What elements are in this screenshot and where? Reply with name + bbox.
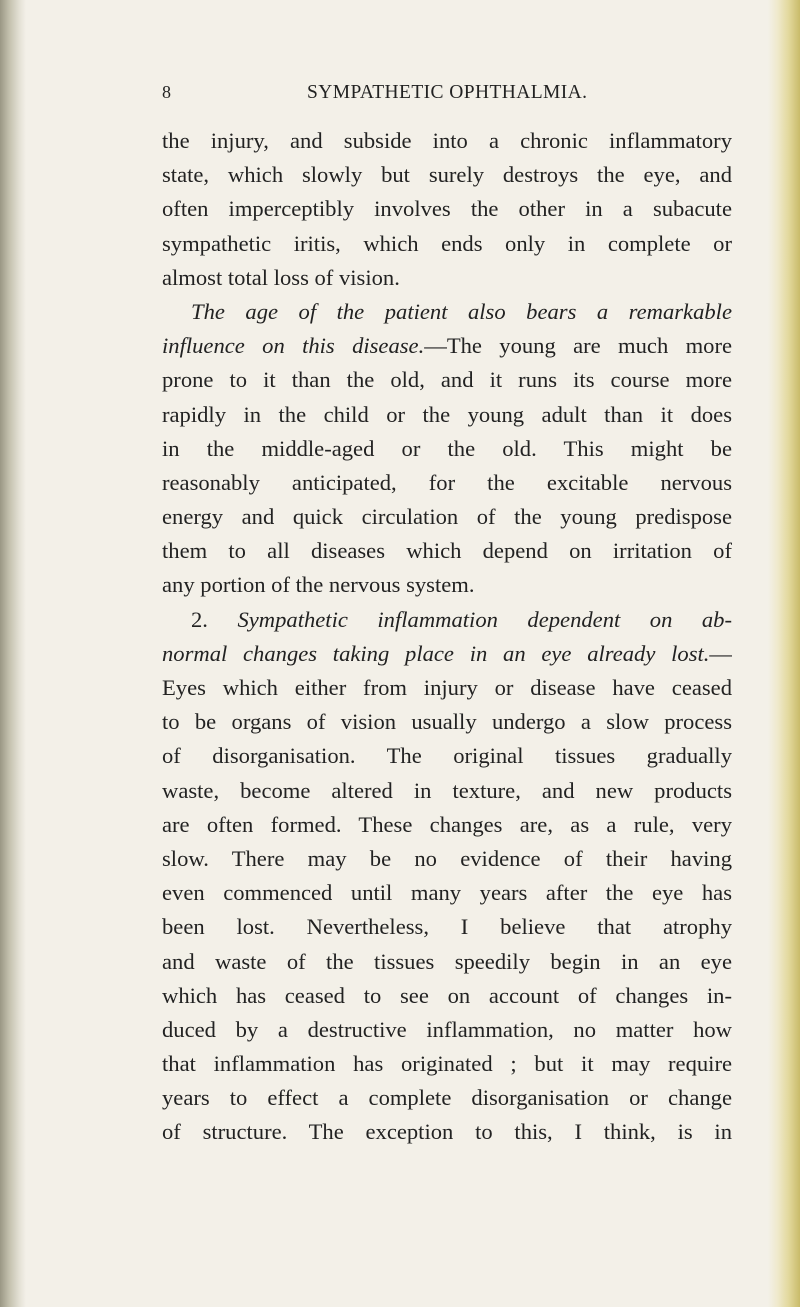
text-line — [162, 363, 732, 397]
body-text — [162, 124, 732, 1150]
text-line — [162, 774, 732, 808]
italic-text: The age of the patient also bears a remarkable — [191, 298, 732, 324]
text-run: waste, become altered in texture, and new products — [162, 777, 732, 803]
text-line — [162, 329, 732, 363]
text-line — [162, 637, 732, 671]
text-run: of structure. The exception to this, I think, is in — [162, 1119, 732, 1145]
text-line — [162, 466, 732, 500]
text-line — [162, 227, 732, 261]
text-line — [162, 534, 732, 568]
running-title: SYMPATHETIC OPHTHALMIA. — [307, 82, 588, 103]
text-line — [162, 1115, 732, 1149]
text-line — [162, 432, 732, 466]
italic-text: normal changes taking place in an eye already lost. — [162, 640, 710, 666]
text-run: Eyes which either from injury or disease have ceased — [162, 675, 732, 700]
text-line — [162, 808, 732, 842]
text-line — [162, 1081, 732, 1115]
text-run: duced by a destructive inflammation, no matter how — [162, 1016, 732, 1042]
text-line — [162, 158, 732, 192]
page-header — [162, 82, 762, 112]
text-run: which has ceased to see on account of changes in- — [162, 982, 732, 1008]
text-run: reasonably anticipated, for the excitable nervous — [162, 469, 732, 495]
text-run: — — [709, 640, 732, 666]
text-run: years to effect a complete disorganisation or change — [162, 1085, 732, 1111]
text-line — [162, 671, 732, 705]
text-line — [162, 705, 732, 739]
text-line — [162, 945, 732, 979]
text-line — [162, 124, 732, 158]
text-run: almost total loss of vision. — [162, 264, 400, 290]
page-edge-shadow — [0, 0, 26, 1307]
italic-text: influence on this disease. — [162, 333, 425, 359]
text-line — [162, 739, 732, 773]
text-run: sympathetic iritis, which ends only in complete or — [162, 230, 732, 256]
text-run: often imperceptibly involves the other in a subacute — [162, 196, 732, 222]
text-line — [162, 261, 732, 295]
text-run: even commenced until many years after the eye has — [162, 880, 732, 906]
text-line — [162, 398, 732, 432]
text-line — [162, 603, 732, 637]
text-line — [162, 500, 732, 534]
text-line — [162, 192, 732, 226]
text-line — [162, 1013, 732, 1047]
text-run: them to all diseases which depend on irritation of — [162, 538, 732, 564]
italic-text: Sympathetic inflammation dependent on ab- — [237, 606, 732, 632]
page-edge-discoloration — [768, 0, 800, 1307]
text-run: 2. — [191, 606, 238, 632]
text-line — [162, 568, 732, 602]
text-line — [162, 876, 732, 910]
text-run: been lost. Nevertheless, I believe that atrophy — [162, 914, 732, 940]
text-run: prone to it than the old, and it runs its course more — [162, 367, 732, 393]
text-run: slow. There may be no evidence of their having — [162, 845, 732, 871]
text-run: —The young are much more — [424, 333, 732, 359]
text-run: and waste of the tissues speedily begin in an eye — [162, 948, 732, 974]
text-line — [162, 842, 732, 876]
text-run: state, which slowly but surely destroys the eye, and — [162, 162, 732, 188]
text-line — [162, 979, 732, 1013]
page-number: 8 — [162, 82, 171, 102]
text-line — [162, 910, 732, 944]
text-run: in the middle-aged or the old. This might be — [162, 435, 732, 461]
text-run: are often formed. These changes are, as a rule, very — [162, 811, 732, 837]
text-run: the injury, and subside into a chronic inflammatory — [162, 128, 732, 153]
text-line — [162, 1047, 732, 1081]
text-run: of disorganisation. The original tissues gradually — [162, 743, 732, 769]
text-run: energy and quick circulation of the young predispose — [162, 504, 732, 530]
text-line — [162, 295, 732, 329]
text-run: that inflammation has originated ; but it may require — [162, 1051, 732, 1077]
text-run: rapidly in the child or the young adult than it does — [162, 401, 732, 427]
text-run: any portion of the nervous system. — [162, 572, 475, 598]
text-run: to be organs of vision usually undergo a slow process — [162, 709, 732, 735]
